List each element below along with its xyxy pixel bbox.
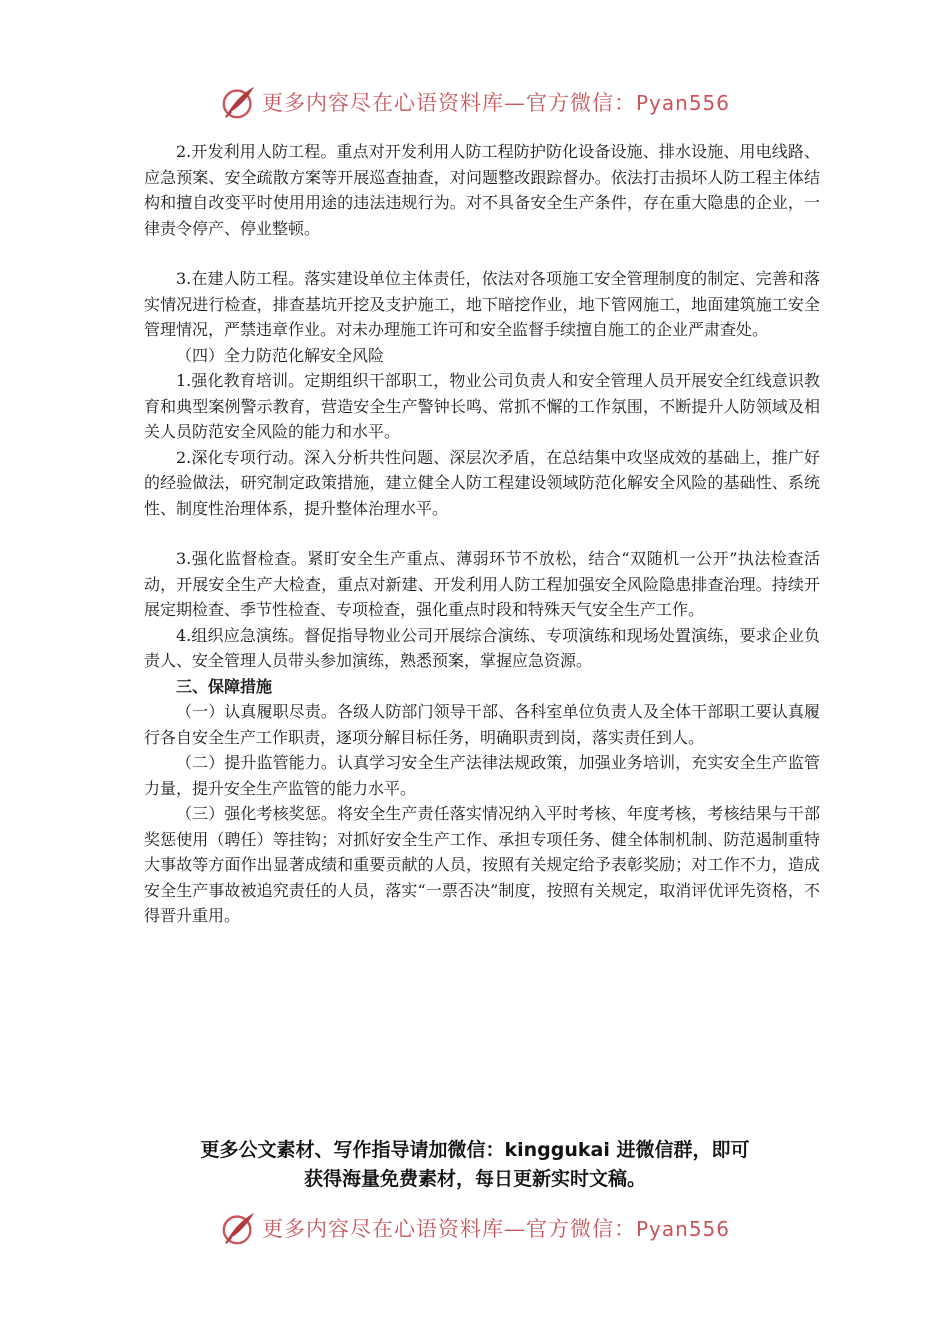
promo-line: 获得海量免费素材，每日更新实时文稿。 — [303, 1168, 646, 1190]
paragraph: （一）认真履职尽责。各级人防部门领导干部、各科室单位负责人及全体干部职工要认真履行各自安全生产工作职责，逐项分解目标任务，明确职责到岗，落实责任到人。 — [144, 702, 820, 747]
wechat-id: Pyan556 — [635, 91, 730, 115]
document-body — [144, 139, 820, 929]
header-banner — [0, 82, 950, 122]
paragraph: 2.开发利用人防工程。重点对开发利用人防工程防护防化设备设施、排水设施、用电线路、应急预案、安全疏散方案等开展巡查抽查，对问题整改跟踪督办。依法打击损坏人防工程主体结构和擅自改变平时使用用途的违法违规行为。对不具备安全生产条件，存在重大隐患的企业，一律责令停产、停业整顿。 — [144, 142, 820, 238]
section-heading: 三、保障措施 — [176, 676, 273, 696]
paragraph: （三）强化考核奖惩。将安全生产责任落实情况纳入平时考核、年度考核，考核结果与干部奖惩使用（聘任）等挂钩；对抓好安全生产工作、承担专项任务、健全体制机制、防范遏制重特大事故等方面作出显著成绩和重要贡献的人员，按照有关规定给予表彰奖励；对工作不力，造成安全生产事故被追究责任的人员，落实“一票否决”制度，按照有关规定，取消评优评先资格，不得晋升重用。 — [144, 804, 820, 925]
paragraph: 2.深化专项行动。深入分析共性问题、深层次矛盾，在总结集中攻坚成效的基础上，推广好的经验做法，研究制定政策措施，建立健全人防工程建设领域防范化解安全风险的基础性、系统性、制度性治理体系，提升整体治理水平。 — [144, 447, 820, 518]
paragraph: 1.强化教育培训。定期组织干部职工，物业公司负责人和安全管理人员开展安全红线意识教育和典型案例警示教育，营造安全生产警钟长鸣、常抓不懈的工作氛围，不断提升人防领域及相关人员防范安全风险的能力和水平。 — [144, 371, 820, 441]
promo-notice — [100, 1136, 850, 1194]
paragraph: 3.在建人防工程。落实建设单位主体责任，依法对各项施工安全管理制度的制定、完善和落实情况进行检查，排查基坑开挖及支护施工，地下暗挖作业，地下管网施工，地面建筑施工安全管理情况，严禁违章作业。对未办理施工许可和安全监督手续擅自施工的企业严肃查处。 — [144, 269, 820, 339]
paragraph: 3.强化监督检查。紧盯安全生产重点、薄弱环节不放松，结合“双随机一公开”执法检查活动，开展安全生产大检查，重点对新建、开发利用人防工程加强安全风险隐患排查治理。持续开展定期检查、季节性检查、专项检查，强化重点时段和特殊天气安全生产工作。 — [144, 549, 820, 619]
paragraph: 4.组织应急演练。督促指导物业公司开展综合演练、专项演练和现场处置演练，要求企业负责人、安全管理人员带头参加演练，熟悉预案，掌握应急资源。 — [144, 625, 820, 670]
promo-line: 更多公文素材、写作指导请加微信：kinggukai 进微信群，即可 — [200, 1139, 750, 1161]
quill-logo-icon — [220, 1209, 258, 1247]
paragraph: （二）提升监管能力。认真学习安全生产法律法规政策，加强业务培训，充实安全生产监管力量，提升安全生产监管的能力水平。 — [144, 753, 820, 798]
footer-banner — [0, 1208, 950, 1248]
quill-logo-icon — [220, 83, 258, 121]
wechat-id: Pyan556 — [635, 1217, 730, 1241]
banner-text: 更多内容尽在心语资料库—官方微信：Pyan556 — [261, 91, 730, 115]
section-subheading: （四）全力防范化解安全风险 — [176, 345, 385, 365]
banner-text: 更多内容尽在心语资料库—官方微信：Pyan556 — [261, 1217, 730, 1241]
